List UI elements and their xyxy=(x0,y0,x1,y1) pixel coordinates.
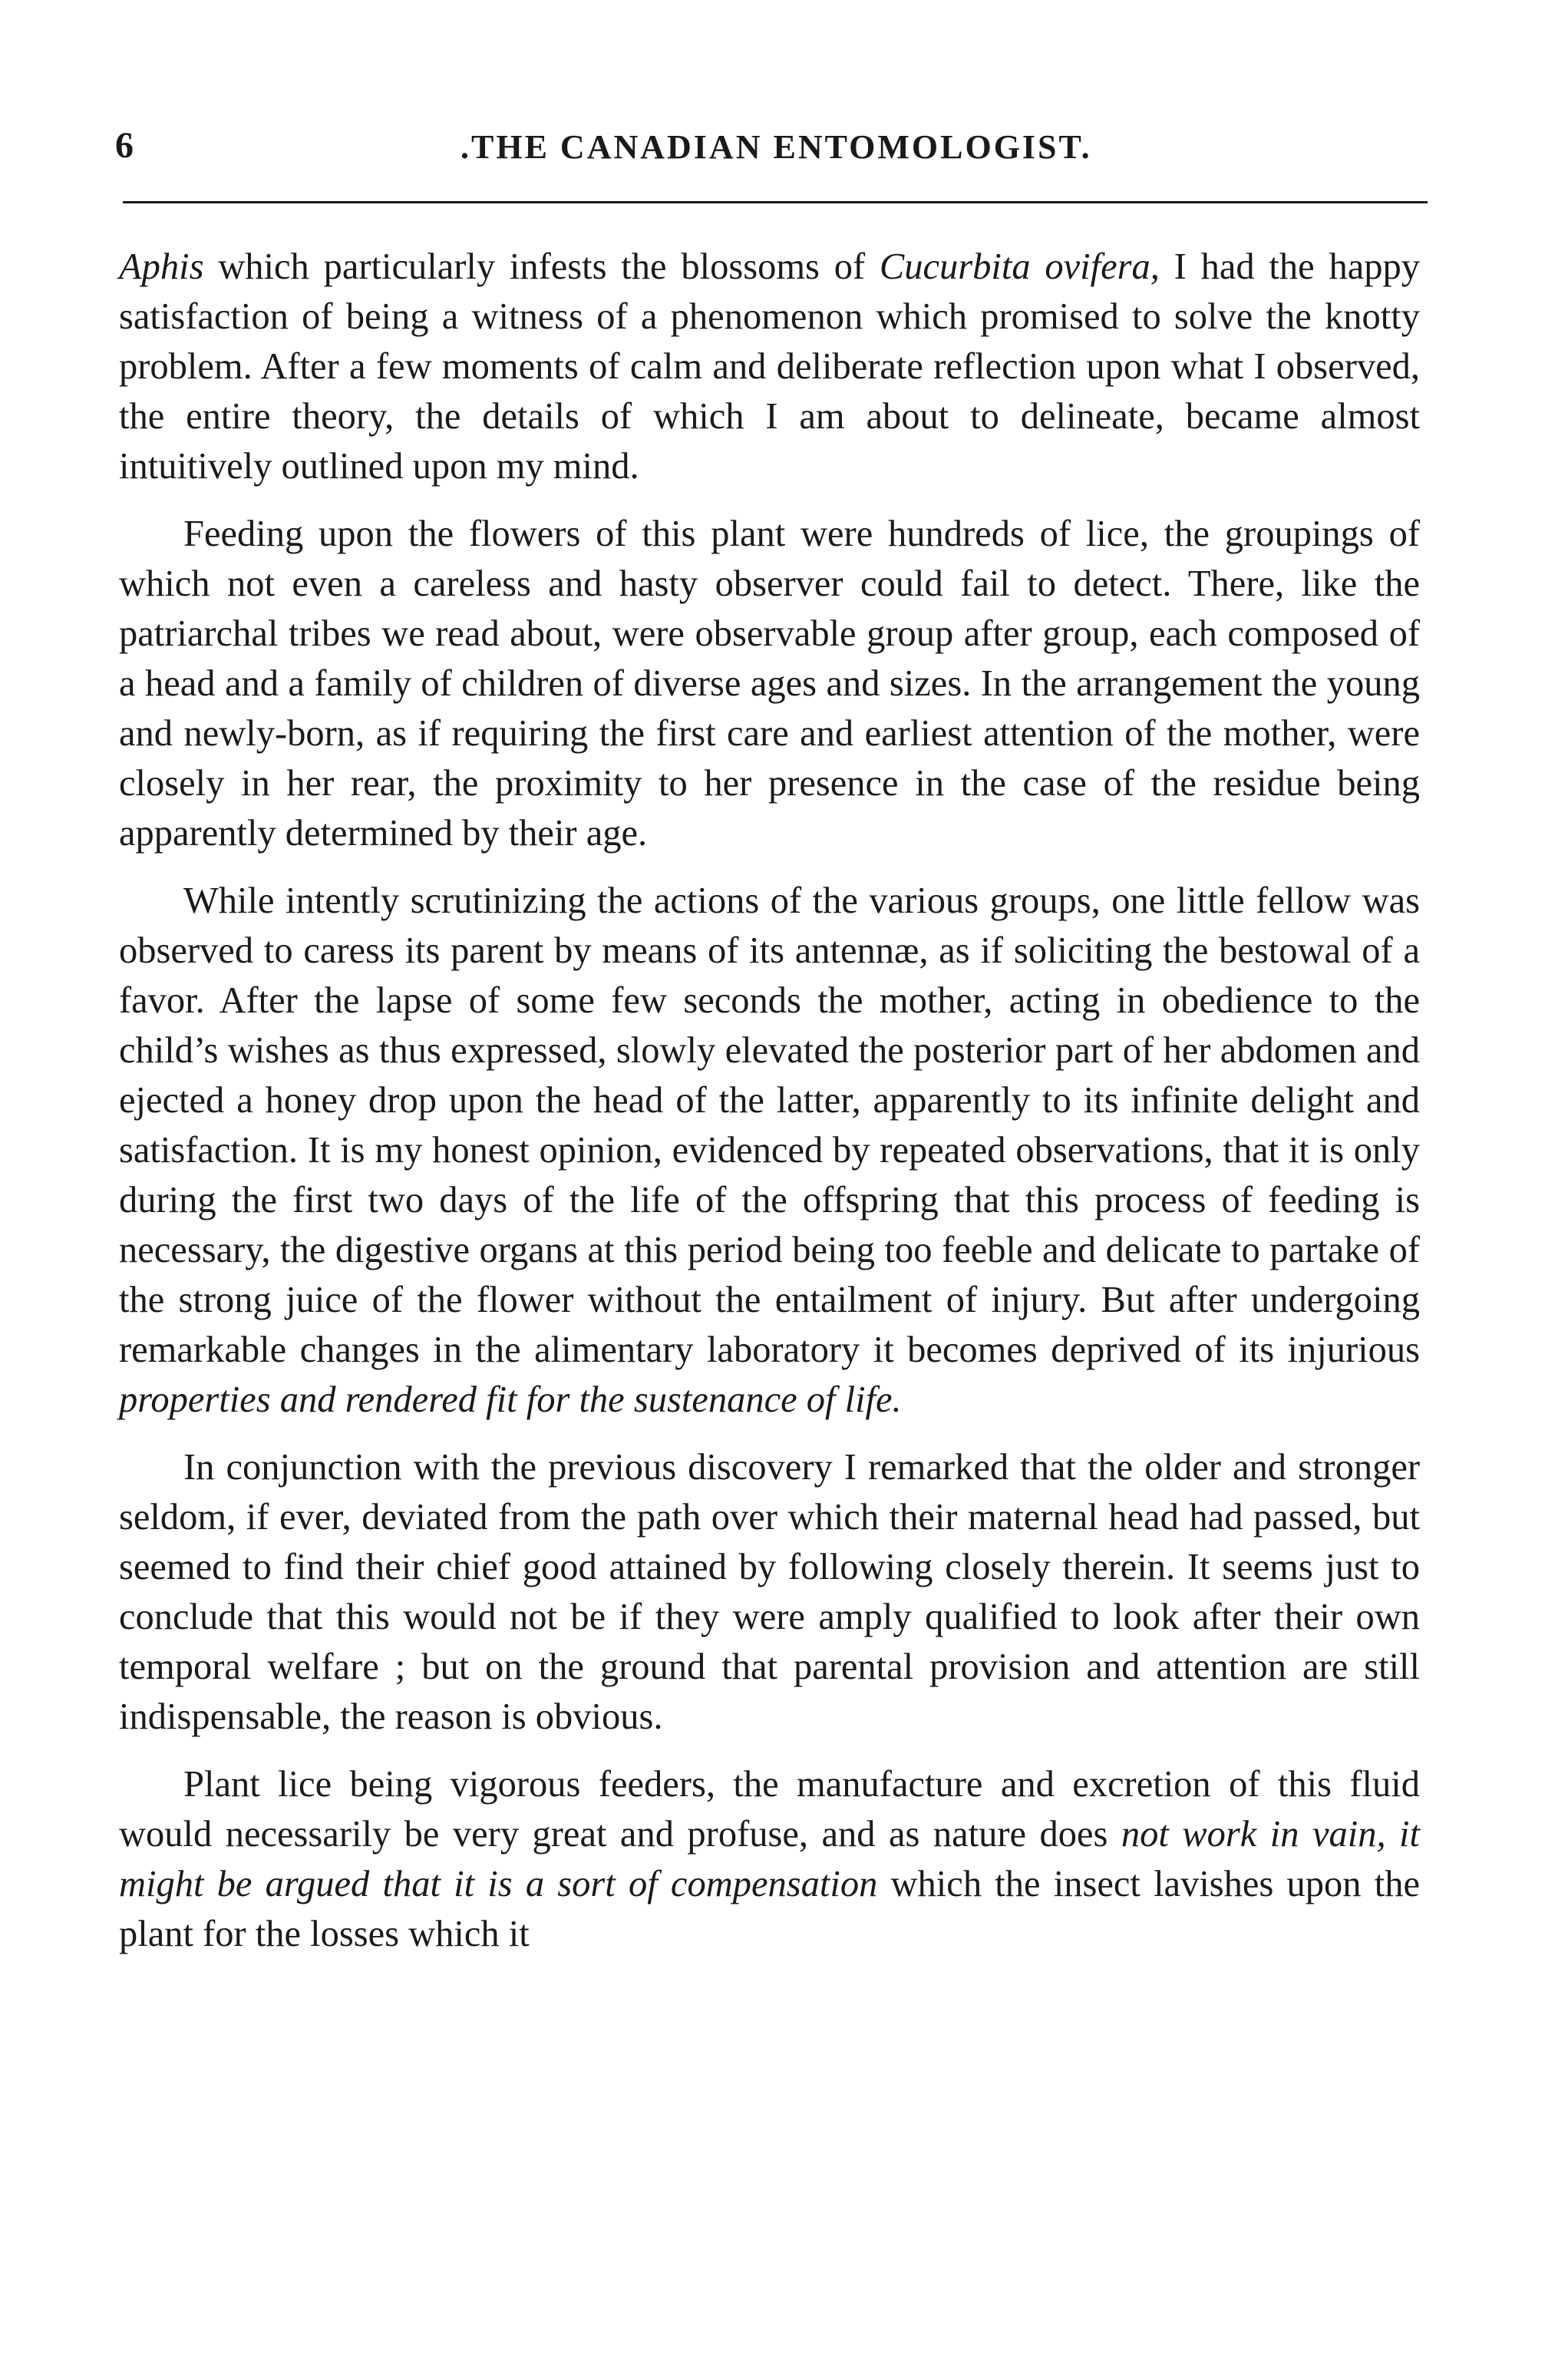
page-header xyxy=(115,123,1420,177)
header-rule xyxy=(123,201,1428,203)
paragraph-1-text-b: I had the happy satisfaction of being a witness of a phenomenon which promised to solve the knotty problem. After a few moments of calm and deliberate reflection upon what I observed, the entire theory, the details of which I am about to delineate, became almost intuitively outlined upon my mind. xyxy=(119,246,1420,487)
running-title: .THE CANADIAN ENTOMOLOGIST. xyxy=(460,128,1092,166)
paragraph-2: Feeding upon the flowers of this plant were hundreds of lice, the groupings of which not even a careless and hasty observer could fail to detect. There, like the patriarchal tribes we read about, were observable group after group, each composed of a head and a family of children of diverse ages and sizes. In the arrangement the young and newly-born, as if requiring the first care and earliest attention of the mother, were closely in her rear, the proximity to her presence in the case of the residue being apparently determined by their age. xyxy=(119,514,1420,854)
page-number: 6 xyxy=(115,125,134,166)
paragraph-3 xyxy=(119,876,1420,1425)
paragraph-1-italic-aphis: Aphis xyxy=(119,246,204,287)
paragraph-4: In conjunction with the previous discovery I remarked that the older and stronger seldom, if ever, deviated from the path over which their maternal head had passed, but seemed to find their chief good attained by following closely therein. It seems just to conclude that this would not be if they were amply qualified to look after their own temporal welfare ; but on the ground that parental provision and attention are still indispensable, the reason is obvious. xyxy=(119,1447,1420,1737)
paragraph-1 xyxy=(119,242,1420,491)
paragraph-5-text-a: Plant lice being vigorous feeders, the manufacture and excretion of this fluid would necessarily be very great and profuse, and as nature does xyxy=(119,1764,1420,1855)
paragraph-1-italic-cucurbita: Cucurbita ovifera, xyxy=(879,246,1160,287)
paragraph-5-text-b: which the insect lavishes upon the plant for the losses which it xyxy=(119,1864,1420,1954)
paragraph-1-text-a: which particularly infests the blossoms of xyxy=(203,246,880,287)
paragraph-3-text: While intently scrutinizing the actions of the various groups, one little fellow was observed to caress its parent by means of its antennæ, as if soliciting the bestowal of a favor. After the lapse of some few seconds the mother, acting in obedience to the child’s wishes as thus expressed, slowly elevated the posterior part of her abdomen and ejected a honey drop upon the head of the latter, apparently to its infinite delight and satisfaction. It is my honest opinion, evidenced by repeated observations, that it is only during the first two days of the life of the offspring that this process of feeding is necessary, the digestive organs at this period being too feeble and delicate to partake of the strong juice of the flower without the entailment of injury. But after undergoing remarkable changes in the alimentary laboratory it becomes deprived of its injurious xyxy=(119,880,1420,1370)
paragraph-5 xyxy=(119,1759,1420,1959)
paragraph-3-italic: properties and rendered fit for the sustenance of life. xyxy=(119,1379,902,1420)
paragraph-5-italic: not work in vain, it might be argued that it is a sort of compensation xyxy=(119,1814,1421,1904)
body-text xyxy=(119,242,1420,1959)
